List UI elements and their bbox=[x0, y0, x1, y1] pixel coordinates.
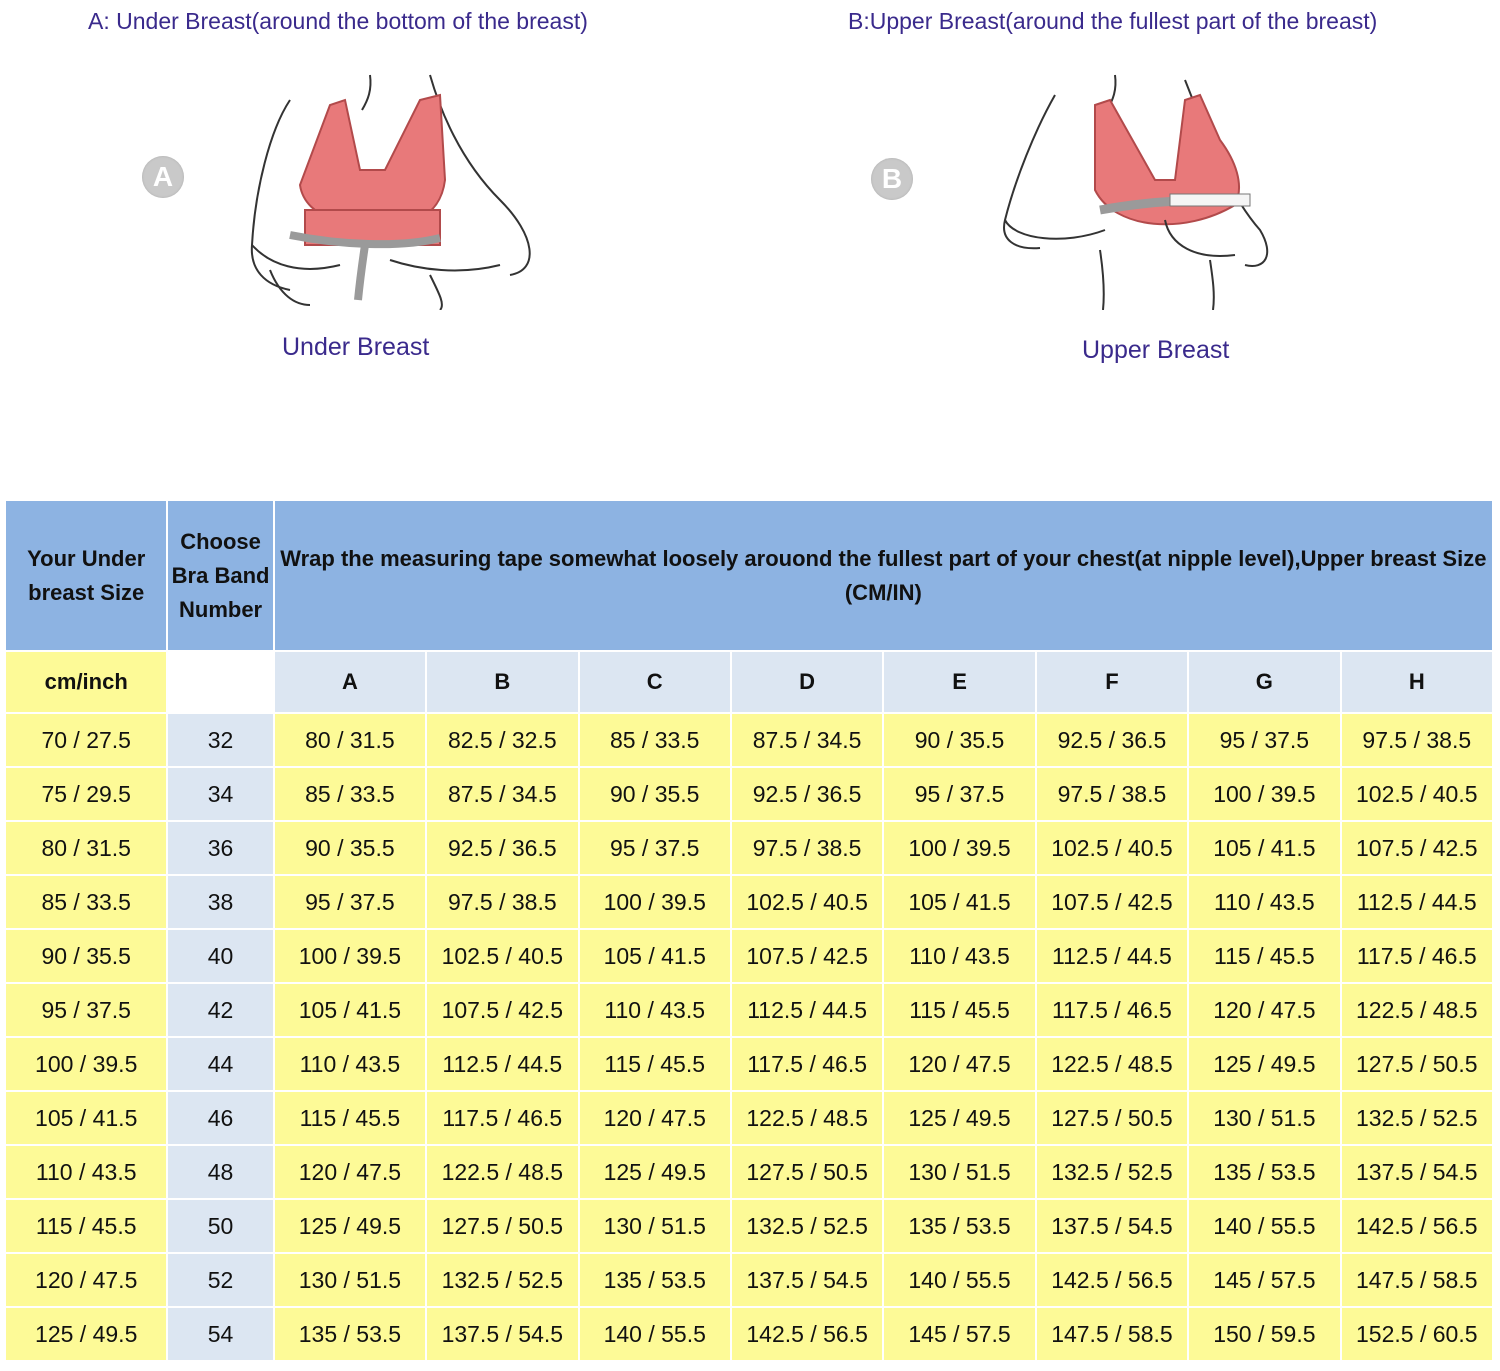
cup-size-cell-c: 140 / 55.5 bbox=[579, 1307, 731, 1361]
cup-size-cell-b: 132.5 / 52.5 bbox=[426, 1253, 578, 1307]
cup-size-cell-f: 142.5 / 56.5 bbox=[1036, 1253, 1188, 1307]
torso-a-drawing bbox=[140, 70, 560, 310]
cup-size-cell-h: 127.5 / 50.5 bbox=[1341, 1037, 1493, 1091]
cup-size-cell-c: 100 / 39.5 bbox=[579, 875, 731, 929]
cup-size-cell-f: 117.5 / 46.5 bbox=[1036, 983, 1188, 1037]
cup-size-cell-b: 112.5 / 44.5 bbox=[426, 1037, 578, 1091]
under-breast-cell: 70 / 27.5 bbox=[5, 713, 167, 767]
bra-size-chart bbox=[4, 499, 1494, 1362]
cup-size-cell-d: 112.5 / 44.5 bbox=[731, 983, 883, 1037]
cup-size-cell-c: 135 / 53.5 bbox=[579, 1253, 731, 1307]
table-row bbox=[5, 1307, 1493, 1361]
under-breast-cell: 105 / 41.5 bbox=[5, 1091, 167, 1145]
under-breast-cell: 80 / 31.5 bbox=[5, 821, 167, 875]
cup-size-cell-e: 145 / 57.5 bbox=[883, 1307, 1035, 1361]
cup-size-cell-c: 90 / 35.5 bbox=[579, 767, 731, 821]
upper-breast-illustration bbox=[865, 70, 1285, 310]
cup-size-cell-b: 97.5 / 38.5 bbox=[426, 875, 578, 929]
cup-size-cell-e: 135 / 53.5 bbox=[883, 1199, 1035, 1253]
cup-size-cell-b: 117.5 / 46.5 bbox=[426, 1091, 578, 1145]
cup-header-h: H bbox=[1341, 651, 1493, 713]
cup-size-cell-b: 122.5 / 48.5 bbox=[426, 1145, 578, 1199]
cup-size-cell-a: 85 / 33.5 bbox=[274, 767, 426, 821]
cup-size-cell-a: 130 / 51.5 bbox=[274, 1253, 426, 1307]
badge-b: B bbox=[871, 158, 913, 200]
cup-size-cell-d: 122.5 / 48.5 bbox=[731, 1091, 883, 1145]
cup-size-cell-g: 120 / 47.5 bbox=[1188, 983, 1340, 1037]
torso-b-drawing bbox=[865, 70, 1285, 310]
badge-a: A bbox=[142, 156, 184, 198]
cup-size-cell-e: 140 / 55.5 bbox=[883, 1253, 1035, 1307]
under-breast-cell: 110 / 43.5 bbox=[5, 1145, 167, 1199]
header-instructions: Wrap the measuring tape somewhat loosely arouond the fullest part of your chest(at nipple level),Upper breast Size (CM/IN) bbox=[274, 500, 1493, 651]
cup-size-cell-c: 105 / 41.5 bbox=[579, 929, 731, 983]
cup-size-cell-c: 110 / 43.5 bbox=[579, 983, 731, 1037]
cup-size-cell-d: 132.5 / 52.5 bbox=[731, 1199, 883, 1253]
table-row bbox=[5, 1253, 1493, 1307]
under-breast-cell: 120 / 47.5 bbox=[5, 1253, 167, 1307]
cup-size-cell-g: 100 / 39.5 bbox=[1188, 767, 1340, 821]
cup-size-cell-d: 102.5 / 40.5 bbox=[731, 875, 883, 929]
band-number-cell: 40 bbox=[167, 929, 273, 983]
band-number-cell: 36 bbox=[167, 821, 273, 875]
cup-size-cell-h: 152.5 / 60.5 bbox=[1341, 1307, 1493, 1361]
cup-size-cell-g: 115 / 45.5 bbox=[1188, 929, 1340, 983]
table-row bbox=[5, 1199, 1493, 1253]
cup-size-cell-f: 107.5 / 42.5 bbox=[1036, 875, 1188, 929]
under-breast-cell: 85 / 33.5 bbox=[5, 875, 167, 929]
table-row bbox=[5, 983, 1493, 1037]
cup-size-cell-f: 122.5 / 48.5 bbox=[1036, 1037, 1188, 1091]
cup-size-cell-d: 107.5 / 42.5 bbox=[731, 929, 883, 983]
header-under-breast: Your Under breast Size bbox=[5, 500, 167, 651]
caption-under-breast: A: Under Breast(around the bottom of the breast) bbox=[88, 8, 588, 34]
cup-size-cell-d: 87.5 / 34.5 bbox=[731, 713, 883, 767]
cup-size-cell-g: 145 / 57.5 bbox=[1188, 1253, 1340, 1307]
band-blank-cell bbox=[167, 651, 273, 713]
cup-header-row bbox=[5, 651, 1493, 713]
table-row bbox=[5, 1145, 1493, 1199]
cup-size-cell-f: 127.5 / 50.5 bbox=[1036, 1091, 1188, 1145]
cup-size-cell-h: 147.5 / 58.5 bbox=[1341, 1253, 1493, 1307]
cup-size-cell-a: 110 / 43.5 bbox=[274, 1037, 426, 1091]
cup-size-cell-g: 105 / 41.5 bbox=[1188, 821, 1340, 875]
cup-size-cell-e: 125 / 49.5 bbox=[883, 1091, 1035, 1145]
band-number-cell: 34 bbox=[167, 767, 273, 821]
cup-size-cell-b: 87.5 / 34.5 bbox=[426, 767, 578, 821]
cup-size-cell-c: 85 / 33.5 bbox=[579, 713, 731, 767]
band-number-cell: 48 bbox=[167, 1145, 273, 1199]
cup-size-cell-e: 105 / 41.5 bbox=[883, 875, 1035, 929]
cup-header-c: C bbox=[579, 651, 731, 713]
cup-size-cell-a: 135 / 53.5 bbox=[274, 1307, 426, 1361]
upper-breast-label: Upper Breast bbox=[1082, 336, 1230, 364]
cup-size-cell-a: 115 / 45.5 bbox=[274, 1091, 426, 1145]
cup-size-cell-a: 80 / 31.5 bbox=[274, 713, 426, 767]
table-row bbox=[5, 929, 1493, 983]
cup-size-cell-e: 120 / 47.5 bbox=[883, 1037, 1035, 1091]
cup-size-cell-c: 120 / 47.5 bbox=[579, 1091, 731, 1145]
cup-size-cell-f: 112.5 / 44.5 bbox=[1036, 929, 1188, 983]
under-breast-label: Under Breast bbox=[282, 333, 430, 361]
cup-size-cell-f: 137.5 / 54.5 bbox=[1036, 1199, 1188, 1253]
cup-size-cell-g: 110 / 43.5 bbox=[1188, 875, 1340, 929]
cup-size-cell-a: 100 / 39.5 bbox=[274, 929, 426, 983]
cup-size-cell-g: 130 / 51.5 bbox=[1188, 1091, 1340, 1145]
header-band-number: Choose Bra Band Number bbox=[167, 500, 273, 651]
cup-size-cell-h: 107.5 / 42.5 bbox=[1341, 821, 1493, 875]
under-breast-illustration bbox=[140, 70, 560, 310]
cup-size-cell-e: 130 / 51.5 bbox=[883, 1145, 1035, 1199]
band-number-cell: 32 bbox=[167, 713, 273, 767]
unit-label: cm/inch bbox=[5, 651, 167, 713]
band-number-cell: 44 bbox=[167, 1037, 273, 1091]
cup-size-cell-b: 102.5 / 40.5 bbox=[426, 929, 578, 983]
cup-size-cell-g: 135 / 53.5 bbox=[1188, 1145, 1340, 1199]
cup-header-e: E bbox=[883, 651, 1035, 713]
caption-upper-breast: B:Upper Breast(around the fullest part of the breast) bbox=[848, 8, 1378, 34]
cup-size-cell-d: 92.5 / 36.5 bbox=[731, 767, 883, 821]
band-number-cell: 42 bbox=[167, 983, 273, 1037]
cup-size-cell-c: 125 / 49.5 bbox=[579, 1145, 731, 1199]
cup-size-cell-d: 137.5 / 54.5 bbox=[731, 1253, 883, 1307]
cup-size-cell-h: 142.5 / 56.5 bbox=[1341, 1199, 1493, 1253]
cup-size-cell-c: 95 / 37.5 bbox=[579, 821, 731, 875]
cup-size-cell-a: 95 / 37.5 bbox=[274, 875, 426, 929]
cup-size-cell-h: 102.5 / 40.5 bbox=[1341, 767, 1493, 821]
cup-size-cell-b: 127.5 / 50.5 bbox=[426, 1199, 578, 1253]
cup-size-cell-f: 102.5 / 40.5 bbox=[1036, 821, 1188, 875]
cup-size-cell-g: 125 / 49.5 bbox=[1188, 1037, 1340, 1091]
cup-size-cell-b: 92.5 / 36.5 bbox=[426, 821, 578, 875]
cup-size-cell-h: 117.5 / 46.5 bbox=[1341, 929, 1493, 983]
cup-size-cell-a: 105 / 41.5 bbox=[274, 983, 426, 1037]
under-breast-cell: 75 / 29.5 bbox=[5, 767, 167, 821]
cup-size-cell-f: 132.5 / 52.5 bbox=[1036, 1145, 1188, 1199]
table-row bbox=[5, 1037, 1493, 1091]
cup-size-cell-g: 140 / 55.5 bbox=[1188, 1199, 1340, 1253]
table-row bbox=[5, 1091, 1493, 1145]
cup-size-cell-e: 110 / 43.5 bbox=[883, 929, 1035, 983]
cup-size-cell-e: 90 / 35.5 bbox=[883, 713, 1035, 767]
cup-header-g: G bbox=[1188, 651, 1340, 713]
table-row bbox=[5, 767, 1493, 821]
cup-size-cell-c: 130 / 51.5 bbox=[579, 1199, 731, 1253]
cup-size-cell-h: 112.5 / 44.5 bbox=[1341, 875, 1493, 929]
cup-size-cell-g: 95 / 37.5 bbox=[1188, 713, 1340, 767]
cup-size-cell-d: 142.5 / 56.5 bbox=[731, 1307, 883, 1361]
cup-size-cell-a: 125 / 49.5 bbox=[274, 1199, 426, 1253]
under-breast-cell: 95 / 37.5 bbox=[5, 983, 167, 1037]
cup-size-cell-d: 127.5 / 50.5 bbox=[731, 1145, 883, 1199]
cup-size-cell-e: 115 / 45.5 bbox=[883, 983, 1035, 1037]
cup-size-cell-c: 115 / 45.5 bbox=[579, 1037, 731, 1091]
cup-size-cell-b: 137.5 / 54.5 bbox=[426, 1307, 578, 1361]
cup-header-a: A bbox=[274, 651, 426, 713]
cup-size-cell-h: 97.5 / 38.5 bbox=[1341, 713, 1493, 767]
band-number-cell: 54 bbox=[167, 1307, 273, 1361]
under-breast-cell: 100 / 39.5 bbox=[5, 1037, 167, 1091]
cup-size-cell-f: 147.5 / 58.5 bbox=[1036, 1307, 1188, 1361]
cup-header-b: B bbox=[426, 651, 578, 713]
cup-size-cell-f: 97.5 / 38.5 bbox=[1036, 767, 1188, 821]
table-row bbox=[5, 713, 1493, 767]
under-breast-cell: 115 / 45.5 bbox=[5, 1199, 167, 1253]
cup-size-cell-h: 137.5 / 54.5 bbox=[1341, 1145, 1493, 1199]
under-breast-cell: 125 / 49.5 bbox=[5, 1307, 167, 1361]
under-breast-cell: 90 / 35.5 bbox=[5, 929, 167, 983]
cup-size-cell-g: 150 / 59.5 bbox=[1188, 1307, 1340, 1361]
cup-size-cell-d: 97.5 / 38.5 bbox=[731, 821, 883, 875]
band-number-cell: 50 bbox=[167, 1199, 273, 1253]
cup-size-cell-h: 132.5 / 52.5 bbox=[1341, 1091, 1493, 1145]
cup-size-cell-f: 92.5 / 36.5 bbox=[1036, 713, 1188, 767]
cup-size-cell-b: 82.5 / 32.5 bbox=[426, 713, 578, 767]
cup-size-cell-b: 107.5 / 42.5 bbox=[426, 983, 578, 1037]
band-number-cell: 46 bbox=[167, 1091, 273, 1145]
cup-size-cell-h: 122.5 / 48.5 bbox=[1341, 983, 1493, 1037]
table-header-row bbox=[5, 500, 1493, 651]
band-number-cell: 38 bbox=[167, 875, 273, 929]
cup-header-f: F bbox=[1036, 651, 1188, 713]
table-row bbox=[5, 821, 1493, 875]
cup-size-cell-a: 120 / 47.5 bbox=[274, 1145, 426, 1199]
cup-header-d: D bbox=[731, 651, 883, 713]
cup-size-cell-e: 100 / 39.5 bbox=[883, 821, 1035, 875]
band-number-cell: 52 bbox=[167, 1253, 273, 1307]
table-row bbox=[5, 875, 1493, 929]
cup-size-cell-d: 117.5 / 46.5 bbox=[731, 1037, 883, 1091]
cup-size-cell-e: 95 / 37.5 bbox=[883, 767, 1035, 821]
cup-size-cell-a: 90 / 35.5 bbox=[274, 821, 426, 875]
